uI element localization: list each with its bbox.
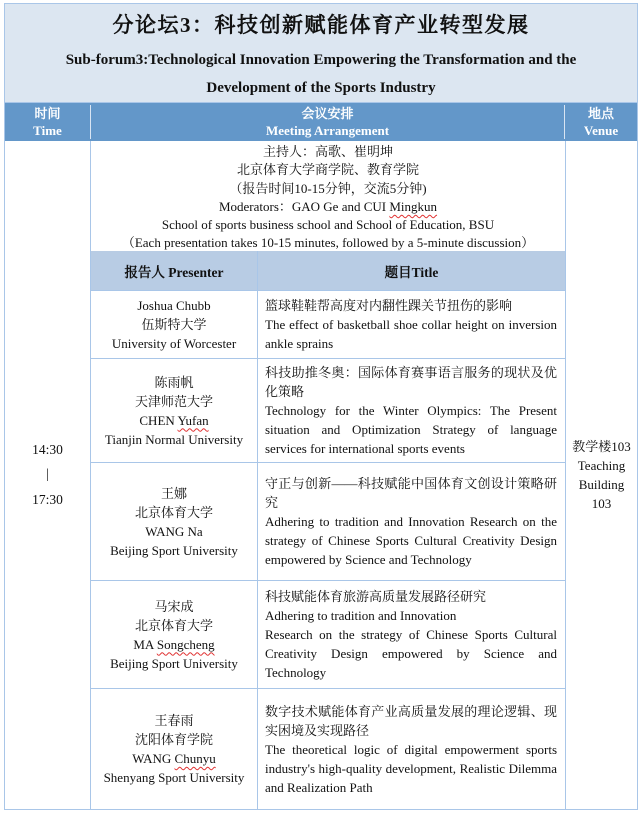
presenter-column-header: 报告人 Presenter — [91, 251, 258, 290]
presenter-cell — [91, 291, 258, 358]
title-cell — [258, 359, 565, 462]
presenter-line: 北京体育大学 — [134, 617, 213, 633]
spellcheck-marked-name: Mingkun — [389, 198, 438, 214]
time-separator: | — [46, 467, 49, 482]
presenter-cell — [91, 463, 258, 580]
moderator-cn-line1: 主持人：高歌、崔明坤 — [262, 144, 393, 159]
presenter-line: Beijing Sport University — [110, 542, 238, 558]
time-cell — [5, 141, 91, 809]
presenter-name: WANG Na — [145, 523, 203, 539]
presenter-cell — [91, 359, 258, 462]
paper-title-cn: 篮球鞋鞋帮高度对内翻性踝关节扭伤的影响 — [265, 298, 513, 313]
paper-title-cn: 守正与创新——科技赋能中国体育文创设计策略研究 — [265, 476, 557, 510]
presenter-line — [133, 635, 214, 654]
presenter-line: 沈阳体育学院 — [134, 732, 213, 747]
presenter-cell — [91, 689, 258, 809]
header-meeting-en: Meeting Arrangement — [265, 123, 390, 138]
moderator-en-line1 — [91, 198, 565, 216]
paper-title-en2: Research on the strategy of Chinese Sports Cultural Creativity Design empowered by Science and Technology — [265, 627, 557, 680]
paper-title-cn: 数字技术赋能体育产业高质量发展的理论逻辑、现实困境及实现路径 — [265, 703, 557, 738]
presenter-line — [139, 411, 208, 430]
moderator-en-line2: School of sports business school and School of Education, BSU — [161, 217, 495, 233]
paper-title-en: Adhering to tradition and Innovation Research on the strategy of Chinese Sports Cultural Creativity Design empowered by Science and Technology — [265, 514, 557, 567]
header-time-cn: 时间 — [34, 106, 61, 121]
paper-title-cn: 科技助推冬奥：国际体育赛事语言服务的现状及优化策略 — [265, 365, 557, 399]
title-column-header: 题目Title — [384, 264, 439, 280]
presenter-name: University of Worcester — [111, 336, 237, 351]
header-venue-cn: 地点 — [587, 106, 614, 121]
presenter-name: MA — [133, 636, 157, 652]
paper-title-en: Technology for the Winter Olympics: The Present situation and Optimization Strategy of language services for international sports events — [265, 403, 557, 456]
title-cell — [258, 291, 565, 358]
presenter-name: CHEN — [139, 412, 178, 428]
presentation-row — [91, 463, 565, 581]
paper-title-en: The theoretical logic of digital empowerment sports industry's high-quality development, Realistic Dilemma and Realization Path — [265, 741, 557, 795]
spellcheck-marked-name: Songcheng — [156, 636, 215, 652]
moderator-cn-line2: 北京体育大学商学院、教育学院 — [236, 162, 419, 178]
forum-subtitle-en-line1: Sub-forum3:Technological Innovation Empowering the Transformation and the — [65, 52, 577, 68]
subtable-header-row — [91, 251, 565, 291]
presenter-line — [145, 522, 202, 541]
presenter-line: 伍斯特大学 — [141, 317, 207, 332]
header-venue — [565, 105, 637, 139]
time-end: 17:30 — [32, 492, 63, 507]
presenter-line: Beijing Sport University — [110, 655, 238, 671]
title-cell — [258, 689, 565, 809]
header-meeting-cn: 会议安排 — [301, 106, 354, 121]
presentation-row — [91, 359, 565, 463]
paper-title-en: The effect of basketball shoe collar height on inversion ankle sprains — [265, 317, 557, 351]
moderator-block — [91, 141, 565, 251]
header-time-en: Time — [33, 123, 62, 138]
presenter-line — [132, 749, 215, 768]
time-start: 14:30 — [32, 442, 63, 457]
presenter-line: Tianjin Normal University — [104, 431, 244, 447]
venue-cn: 教学楼103 — [572, 439, 631, 454]
presenter-line: Joshua Chubb — [137, 298, 211, 313]
presenter-line: 天津师范大学 — [134, 393, 213, 409]
presenter-line: 王春雨 — [154, 713, 194, 728]
spellcheck-marked-name: Yufan — [177, 412, 209, 428]
presenter-cell — [91, 581, 258, 688]
program-table — [4, 3, 638, 810]
forum-subtitle-en-line2: Development of the Sports Industry — [206, 80, 436, 96]
table-body-row — [5, 141, 637, 809]
presenter-line: 马宋成 — [154, 598, 194, 614]
presenter-line: Shenyang Sport University — [103, 770, 245, 785]
presenter-line: 北京体育大学 — [134, 504, 213, 520]
title-block — [5, 4, 637, 103]
moderator-en-prefix: Moderators：GAO Ge and CUI — [218, 198, 390, 214]
presenter-line: 王娜 — [160, 485, 187, 501]
forum-title-cn: 分论坛3：科技创新赋能体育产业转型发展 — [112, 13, 530, 37]
header-time — [5, 105, 91, 139]
presenter-line: 陈雨帆 — [154, 374, 194, 390]
table-header-row — [5, 103, 637, 141]
moderator-cn-line3: （报告时间10-15分钟，交流5分钟) — [229, 180, 427, 196]
presentation-row — [91, 689, 565, 809]
presentation-row — [91, 581, 565, 689]
title-cell — [258, 463, 565, 580]
venue-en: Teaching Building 103 — [577, 458, 626, 511]
header-meeting — [91, 105, 565, 139]
moderator-en-line3: （Each presentation takes 10-15 minutes, followed by a 5-minute discussion） — [121, 235, 535, 251]
venue-cell — [565, 141, 637, 809]
paper-title-en: Adhering to tradition and Innovation — [265, 608, 457, 623]
paper-title-cn: 科技赋能体育旅游高质量发展路径研究 — [265, 589, 487, 604]
meeting-arrangement-cell — [91, 141, 565, 809]
presenter-line — [112, 334, 236, 353]
title-cell — [258, 581, 565, 688]
presenter-name: WANG — [132, 751, 175, 766]
presentation-row — [91, 291, 565, 359]
header-venue-en: Venue — [583, 123, 619, 138]
spellcheck-marked-name: Chunyu — [174, 751, 216, 766]
